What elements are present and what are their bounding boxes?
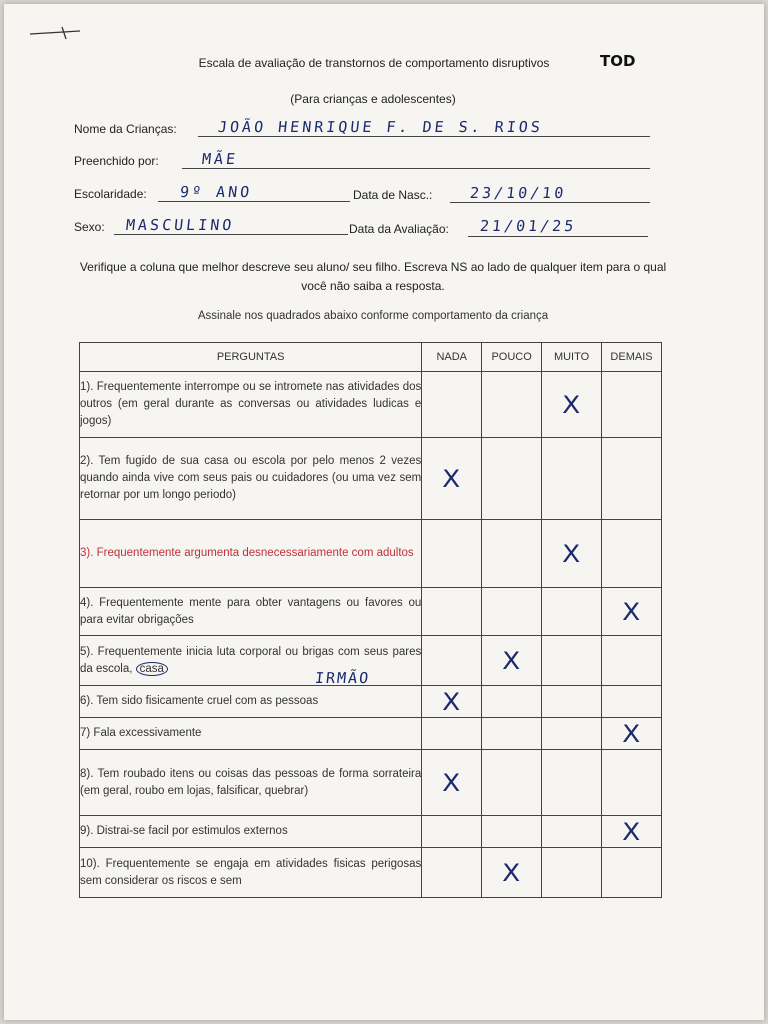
answer-cell-nada[interactable] xyxy=(422,750,482,816)
header-perguntas: PERGUNTAS xyxy=(80,343,422,372)
answer-cell-demais[interactable] xyxy=(602,520,662,588)
answer-cell-nada[interactable] xyxy=(422,588,482,636)
eval-line xyxy=(468,236,648,237)
answer-cell-pouco[interactable] xyxy=(482,636,542,686)
table-row xyxy=(80,438,662,520)
answer-cell-pouco[interactable] xyxy=(482,718,542,750)
answer-cell-demais[interactable] xyxy=(602,372,662,438)
x-mark: X xyxy=(622,817,641,846)
x-mark: X xyxy=(622,719,641,748)
table-row xyxy=(80,750,662,816)
questions-table xyxy=(79,342,662,898)
circled-word: casa xyxy=(136,662,168,676)
table-row xyxy=(80,848,662,898)
question-text xyxy=(80,438,422,520)
answer-cell-pouco[interactable] xyxy=(482,438,542,520)
answer-cell-demais[interactable] xyxy=(602,686,662,718)
sex-line xyxy=(114,234,348,235)
question-text xyxy=(80,588,422,636)
question-label: 9). Distrai-se facil por estimulos externos xyxy=(80,825,288,837)
table-row xyxy=(80,718,662,750)
question-text xyxy=(80,372,422,438)
schooling-label: Escolaridade: xyxy=(74,187,147,201)
question-label: 10). Frequentemente se engaja em atividades fisicas perigosas sem considerar os riscos e sem xyxy=(80,857,422,887)
question-label: 6). Tem sido fisicamente cruel com as pessoas xyxy=(80,695,319,707)
answer-cell-pouco[interactable] xyxy=(482,750,542,816)
name-value[interactable]: JOÃO HENRIQUE F. DE S. RIOS xyxy=(217,118,544,136)
birth-value[interactable]: 23/10/10 xyxy=(469,184,568,202)
x-mark: X xyxy=(502,858,521,887)
table-header-row xyxy=(80,343,662,372)
x-mark: X xyxy=(442,768,461,797)
schooling-line xyxy=(158,201,350,202)
question-text xyxy=(80,718,422,750)
form-subtitle: (Para crianças e adolescentes) xyxy=(290,92,456,106)
x-mark: X xyxy=(622,597,641,626)
table-row xyxy=(80,588,662,636)
question-text xyxy=(80,686,422,718)
filled-by-label: Preenchido por: xyxy=(74,154,159,168)
question-label: 1). Frequentemente interrompe ou se intromete nas atividades dos outros (em geral durante as conversas ou atividades ludicas e jogos) xyxy=(80,381,422,427)
answer-cell-pouco[interactable] xyxy=(482,686,542,718)
x-mark: X xyxy=(502,646,521,675)
answer-cell-pouco[interactable] xyxy=(482,520,542,588)
answer-cell-pouco[interactable] xyxy=(482,372,542,438)
header-demais: DEMAIS xyxy=(602,343,662,372)
answer-cell-nada[interactable] xyxy=(422,718,482,750)
table-row xyxy=(80,686,662,718)
x-mark: X xyxy=(442,464,461,493)
sex-label: Sexo: xyxy=(74,220,105,234)
form-sheet xyxy=(4,4,764,1020)
schooling-value[interactable]: 9º ANO xyxy=(179,183,254,201)
answer-cell-nada[interactable] xyxy=(422,686,482,718)
question-label: 2). Tem fugido de sua casa ou escola por pelo menos 2 vezes quando ainda vive com seus pais ou cuidadores (ou uma vez sem retornar por um longo periodo) xyxy=(80,455,422,501)
question-label: 8). Tem roubado itens ou coisas das pessoas de forma sorrateira (em geral, roubo em lojas, falsificar, quebrar) xyxy=(80,767,422,797)
question-text xyxy=(80,520,422,588)
answer-cell-muito[interactable] xyxy=(542,372,602,438)
answer-cell-pouco[interactable] xyxy=(482,816,542,848)
filled-by-line xyxy=(182,168,650,169)
sex-value[interactable]: MASCULINO xyxy=(125,216,236,234)
eval-value[interactable]: 21/01/25 xyxy=(479,217,578,235)
name-label: Nome da Crianças: xyxy=(74,122,177,136)
question-text xyxy=(80,816,422,848)
answer-cell-muito[interactable] xyxy=(542,816,602,848)
header-nada: NADA xyxy=(422,343,482,372)
form-title: Escala de avaliação de transtornos de comportamento disruptivos xyxy=(198,56,550,70)
header-pouco: POUCO xyxy=(482,343,542,372)
mark-note: Assinale nos quadrados abaixo conforme comportamento da criança xyxy=(197,310,549,322)
answer-cell-demais[interactable] xyxy=(602,438,662,520)
answer-cell-nada[interactable] xyxy=(422,848,482,898)
table-row xyxy=(80,520,662,588)
answer-cell-nada[interactable] xyxy=(422,520,482,588)
answer-cell-nada[interactable] xyxy=(422,438,482,520)
handwritten-note: IRMÃO xyxy=(314,669,372,687)
answer-cell-pouco[interactable] xyxy=(482,848,542,898)
answer-cell-muito[interactable] xyxy=(542,718,602,750)
question-text xyxy=(80,750,422,816)
answer-cell-muito[interactable] xyxy=(542,750,602,816)
answer-cell-demais[interactable] xyxy=(602,718,662,750)
answer-cell-demais[interactable] xyxy=(602,750,662,816)
header-muito: MUITO xyxy=(542,343,602,372)
question-label: 5). Frequentemente inicia luta corporal ou brigas com seus pares da escola, xyxy=(80,645,422,675)
question-text xyxy=(80,636,422,686)
table-row xyxy=(80,636,662,686)
birth-label: Data de Nasc.: xyxy=(353,188,433,202)
x-mark: X xyxy=(562,539,581,568)
answer-cell-pouco[interactable] xyxy=(482,588,542,636)
x-mark: X xyxy=(562,390,581,419)
answer-cell-demais[interactable] xyxy=(602,816,662,848)
birth-line xyxy=(450,202,650,203)
question-text xyxy=(80,848,422,898)
answer-cell-nada[interactable] xyxy=(422,816,482,848)
answer-cell-muito[interactable] xyxy=(542,520,602,588)
name-line xyxy=(198,136,650,137)
question-label: 7) Fala excessivamente xyxy=(80,727,202,739)
answer-cell-nada[interactable] xyxy=(422,372,482,438)
table-row xyxy=(80,816,662,848)
eval-label: Data da Avaliação: xyxy=(349,222,449,236)
instructions-text: Verifique a coluna que melhor descreve seu aluno/ seu filho. Escreva NS ao lado de qualquer item para o qual você não saiba a resposta. xyxy=(79,260,667,293)
answer-cell-demais[interactable] xyxy=(602,588,662,636)
table-row xyxy=(80,372,662,438)
answer-cell-muito[interactable] xyxy=(542,636,602,686)
pen-stroke-mark xyxy=(28,26,82,40)
answer-cell-demais[interactable] xyxy=(602,636,662,686)
answer-cell-muito[interactable] xyxy=(542,848,602,898)
x-mark: X xyxy=(442,687,461,716)
form-tag: TOD xyxy=(600,52,636,70)
answer-cell-muito[interactable] xyxy=(542,588,602,636)
answer-cell-muito[interactable] xyxy=(542,438,602,520)
answer-cell-demais[interactable] xyxy=(602,848,662,898)
answer-cell-nada[interactable] xyxy=(422,636,482,686)
question-label: 3). Frequentemente argumenta desnecessariamente com adultos xyxy=(80,547,414,559)
question-label: 4). Frequentemente mente para obter vantagens ou favores ou para evitar obrigações xyxy=(80,596,422,626)
answer-cell-muito[interactable] xyxy=(542,686,602,718)
filled-by-value[interactable]: MÃE xyxy=(201,150,240,168)
